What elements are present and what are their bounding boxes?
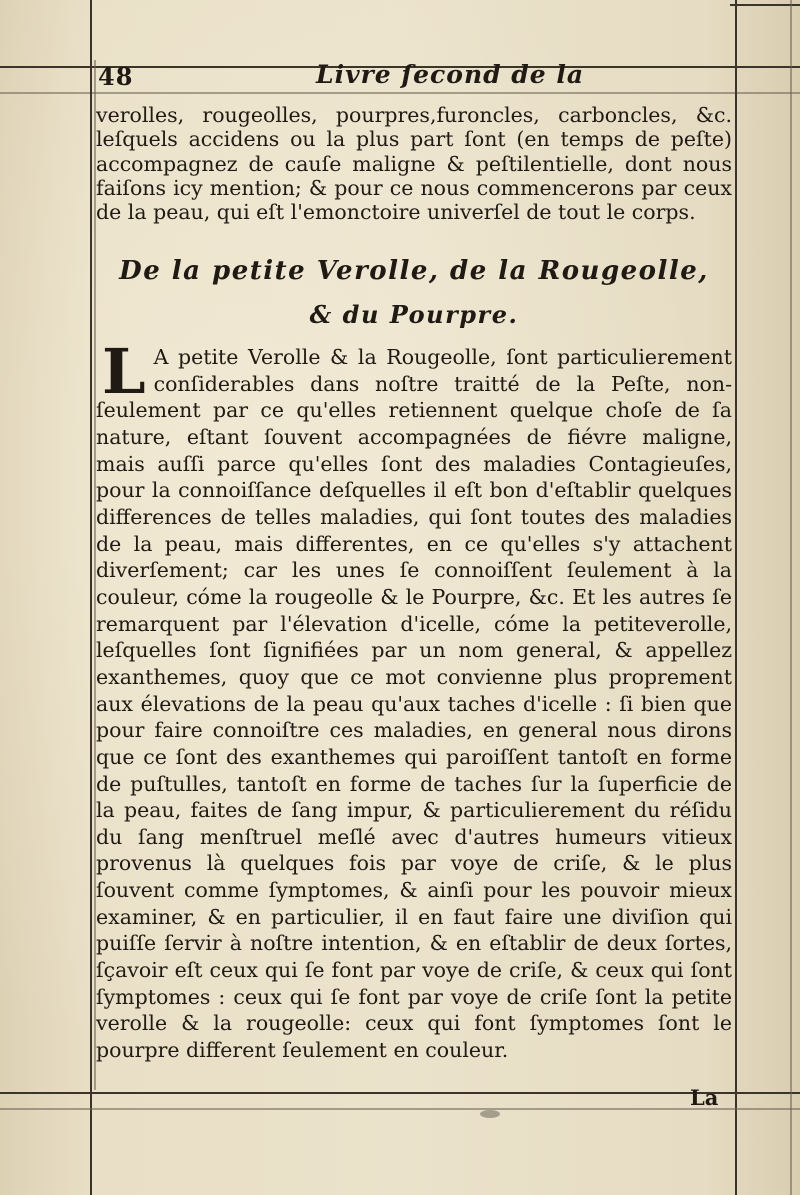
intro-text: verolles, rougeolles, pourpres,furoncles, carboncles, &c. leſquels accidens ou la plus part ſont (en temps de peſte) accompagnez de cauſe maligne & peſtilentielle, dont nous faiſons icy mention; & pour ce nous commencerons par ceux de la peau, qui eſt l'emonctoire univerſel de tout le corps. <box>96 103 732 225</box>
bottom-rule <box>0 1092 800 1094</box>
bottom-rule-lower <box>0 1108 800 1110</box>
right-margin-line <box>790 0 792 1195</box>
catchword: La <box>690 1085 719 1110</box>
body-paragraph <box>96 335 732 1064</box>
running-head: Livre ſecond de la <box>316 60 585 89</box>
page-header <box>0 60 800 92</box>
body-text: A petite Verolle & la Rougeolle, ſont particulierement conſiderables dans noſtre traitté de la Peſte, non-ſeulement par ce qu'elles retiennent quelque choſe de ſa nature, eſtant ſouvent accompagnées de fiévre maligne, mais auſſi parce qu'elles ſont des maladies Contagieuſes, pour la connoiſſance deſquelles il eſt bon d'eſtablir quelques differences de telles maladies, qui ſont toutes des maladies de la peau, mais differentes, en ce qu'elles s'y attachent diverſement; car les unes ſe connoiſſent ſeulement à la couleur, cóme la rougeolle & le Pourpre, &c. Et les autres ſe remarquent par l'élevation d'icelle, cóme la petiteverolle, leſquelles ſont ſignifiées par un nom general, & appellez exanthemes, quoy que ce mot convienne plus proprement aux élevations de la peau qu'aux taches d'icelle : ſi bien que pour faire connoiſtre ces maladies, en general nous dirons que ce ſont des exanthemes qui paroiſſent tantoſt en forme de puſtulles, tantoſt en forme de taches ſur la ſuperficie de la peau, faites de ſang impur, & particulierement du réſidu du ſang menſtruel meſlé avec d'autres humeurs vitieux provenus là quelques fois par voye de criſe, & le plus ſouvent comme ſymptomes, & ainſi pour les pouvoir mieux examiner, & en particulier, il en faut faire une diviſion qui puiſſe ſervir à noſtre intention, & en eſtablir de deux ſortes, ſçavoir eſt ceux qui ſe font par voye de criſe, & ceux qui ſont ſymptomes : ceux qui ſe font par voye de criſe ſont la petite verolle & la rougeolle: ceux qui font ſymptomes ſont le pourpre different ſeulement en couleur. <box>96 345 732 1063</box>
right-rule <box>735 0 737 1195</box>
section-heading-line-2: & du Pourpre. <box>309 300 519 329</box>
left-rule <box>90 0 92 1195</box>
page-number: 48 <box>98 62 134 91</box>
header-underline <box>0 92 800 94</box>
drop-cap: L <box>102 335 146 408</box>
section-heading-line-1: De la petite Verolle, de la Rougeolle, <box>119 256 709 286</box>
ink-smudge <box>480 1110 500 1118</box>
intro-paragraph <box>96 103 732 224</box>
